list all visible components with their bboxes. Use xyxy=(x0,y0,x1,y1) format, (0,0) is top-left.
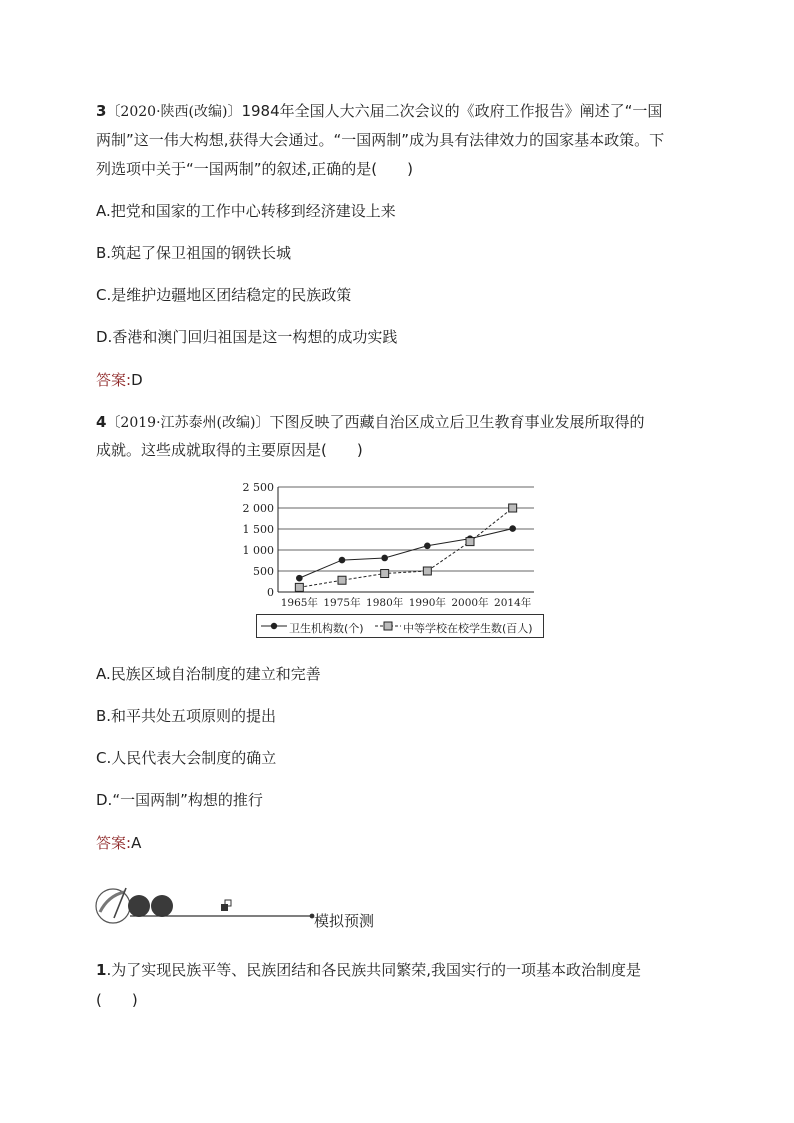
data-point-square xyxy=(338,576,346,584)
section-banner-icon xyxy=(94,882,316,928)
chart-axes xyxy=(278,487,534,592)
q4-option-b: B.和平共处五项原则的提出 xyxy=(96,707,277,725)
q1-number: 1 xyxy=(96,961,107,979)
legend-series-1: 卫生机构数(个) xyxy=(289,622,364,635)
data-point-square xyxy=(295,583,303,591)
y-tick-label: 500 xyxy=(253,565,274,578)
q3-line3: 列选项中关于“一国两制”的叙述,正确的是( ) xyxy=(96,160,414,178)
data-point-circle xyxy=(339,557,346,564)
q4-line1 xyxy=(96,413,644,432)
q3-line2: 两制”这一伟大构想,获得大会通过。“一国两制”成为具有法律效力的国家基本政策。下 xyxy=(96,131,665,149)
q4-answer-label: 答案: xyxy=(96,834,132,852)
y-tick-label: 1 500 xyxy=(242,523,274,536)
q4-option-c: C.人民代表大会制度的确立 xyxy=(96,749,277,767)
q3-text1: 1984年全国人大六届二次会议的《政府工作报告》阐述了“一国 xyxy=(241,102,663,120)
data-point-circle xyxy=(381,555,388,562)
data-point-circle xyxy=(509,525,516,532)
x-tick-label: 1980年 xyxy=(366,597,404,609)
q4-answer-value: A xyxy=(131,834,142,852)
q3-option-c: C.是维护边疆地区团结稳定的民族政策 xyxy=(96,286,352,304)
x-tick-label: 2014年 xyxy=(494,597,532,609)
chart-x-ticks xyxy=(281,596,532,609)
data-point-square xyxy=(423,567,431,575)
q4-number: 4 xyxy=(96,413,107,431)
legend-circle-marker xyxy=(261,620,287,632)
q4-option-a: A.民族区域自治制度的建立和完善 xyxy=(96,665,321,683)
y-tick-label: 0 xyxy=(267,586,274,599)
q1-line1 xyxy=(96,961,641,979)
chart-grid xyxy=(278,487,534,571)
q3-answer xyxy=(96,371,143,389)
chart-series xyxy=(295,504,516,591)
q4-line2: 成就。这些成就取得的主要原因是( ) xyxy=(96,441,363,459)
q4-option-d: D.“一国两制”构想的推行 xyxy=(96,791,263,809)
section-title: 模拟预测 xyxy=(314,912,375,930)
q3-number: 3 xyxy=(96,102,107,120)
q3-line1 xyxy=(96,102,662,121)
x-tick-label: 1990年 xyxy=(408,597,446,609)
q3-option-a: A.把党和国家的工作中心转移到经济建设上来 xyxy=(96,202,396,220)
legend-series-2: 中等学校在校学生数(百人) xyxy=(403,622,533,635)
data-point-circle xyxy=(424,543,431,550)
chart-legend xyxy=(256,614,544,638)
x-tick-label: 1975年 xyxy=(323,597,361,609)
data-point-square xyxy=(381,570,389,578)
y-tick-label: 1 000 xyxy=(242,544,274,557)
q1-text1: .为了实现民族平等、民族团结和各民族共同繁荣,我国实行的一项基本政治制度是 xyxy=(106,961,641,979)
q4-text1: 下图反映了西藏自治区成立后卫生教育事业发展所取得的 xyxy=(269,413,645,431)
series-line-2 xyxy=(299,508,512,587)
q3-option-d: D.香港和澳门回归祖国是这一构想的成功实践 xyxy=(96,328,398,346)
q4-answer xyxy=(96,834,141,852)
q3-option-b: B.筑起了保卫祖国的钢铁长城 xyxy=(96,244,292,262)
line-chart xyxy=(240,476,550,612)
q3-source: 〔2020·陕西(改编)〕 xyxy=(106,104,242,120)
q1-line2: ( ) xyxy=(96,991,138,1009)
chart-y-ticks xyxy=(243,481,275,599)
x-tick-label: 1965年 xyxy=(280,597,318,609)
y-tick-label: 2 500 xyxy=(242,481,274,494)
y-tick-label: 2 000 xyxy=(242,502,274,515)
q3-answer-label: 答案: xyxy=(96,371,132,389)
data-point-circle xyxy=(296,575,303,582)
data-point-square xyxy=(509,504,517,512)
legend-square-marker xyxy=(375,620,401,632)
q4-source: 〔2019·江苏泰州(改编)〕 xyxy=(106,415,270,431)
x-tick-label: 2000年 xyxy=(451,597,489,609)
data-point-square xyxy=(466,538,474,546)
q3-answer-value: D xyxy=(131,371,143,389)
